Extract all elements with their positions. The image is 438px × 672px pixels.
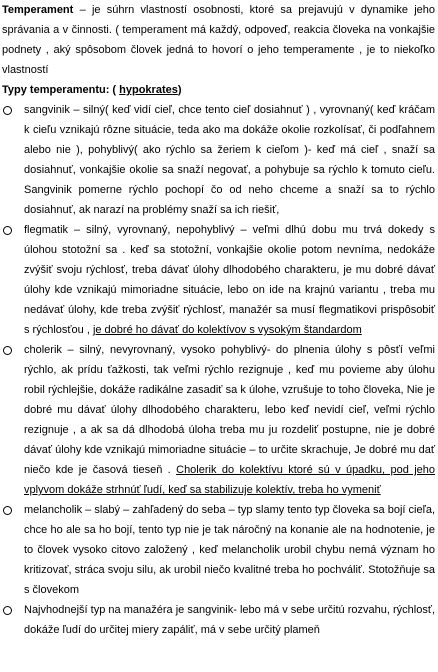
list-item-text: sangvinik – silný( keď vidí cieľ, chce tento cieľ dosiahnuť ) , vyrovnaný( keď kráčam k cieľu vznikajú rôzne situácie, teda ako ma dokáže okolie rozkolísať, či podľahnem alebo nie ), pohyblivý( ako rýchlo sa žeriem k cieľom )- keď má cieľ , snaží sa dosiahnuť, vonkajšie okolie sa snaží negovať, a pohybuje sa rýchlo k tomuto cieľu. Sangvinik pomerne rýchlo pochopí čo od neho chceme a snaží sa to rýchlo dosiahnuť, ak narazí na problémy snaží sa ich riešiť, bbox=[24, 104, 435, 216]
list-item-sangvinik bbox=[2, 100, 435, 220]
list-item-flegmatik bbox=[2, 220, 435, 340]
list-item-text: cholerik – silný, nevyrovnaný, vysoko pohyblivý- do plnenia úlohy s pôsťí veľmi rýchlo, ak prídu ťažkosti, tak veľmi rýchlo rezignuje , keď mu povieme aby úlohu robil rýchlejšie, dokáže radikálne zasadiť sa k úlohe, vzrušuje to toho človeka, Nie je dobré mu dávať úlohy dlhodobého charakteru, lebo keď nevidí cieľ, veľmi rýchlo rezignuje , a ak sa dá dlhodobá úloha treba mu ju rozdeliť postupne, nie je dobré dávať úlohy kde vznikajú mimoriadne situácie – to určite skrachuje, Je dobré mu dať niečo kde je časová tieseň . bbox=[24, 344, 435, 476]
temperament-list bbox=[2, 100, 435, 640]
circle-bullet-icon bbox=[3, 226, 12, 235]
list-item-text: Najvhodnejší typ na manažéra je sangvinik- lebo má v sebe určitú rozvahu, rýchlosť, dokáže ľudí do určitej miery zapáliť, má v sebe určitý plameň bbox=[24, 604, 435, 636]
list-item-underlined-text: Cholerik do kolektívu ktoré sú v úpadku, pod jeho vplyvom dokáže strhnúť ľudí, keď sa stabilizuje kolektív, treba ho vymeniť bbox=[24, 464, 435, 496]
types-heading-suffix: ) bbox=[177, 84, 182, 96]
circle-bullet-icon bbox=[3, 106, 12, 115]
intro-paragraph bbox=[2, 0, 435, 80]
list-item-underlined-text: je dobré ho dávať do kolektívov s vysokým štandardom bbox=[92, 324, 362, 336]
circle-bullet-icon bbox=[3, 506, 12, 515]
list-item-text: flegmatik – silný, vyrovnaný, nepohyblivý – veľmi dlhú dobu mu trvá dokedy s úlohou stotožní sa . keď sa stotožní, vonkajšie okolie potom nevníma, nedokáže zvýšiť svoju rýchlosť, treba dávať úlohy dlhodobého charakteru, je mu dobré dávať úlohy kde vznikajú mimoriadne situácie, lebo on ide na krajnú variantu , treba mu nedávať úlohy, kde treba zvýšiť rýchlosť, manažér sa musí flegmatikovi prispôsobiť s rýchlosťou , bbox=[24, 224, 435, 336]
list-item-cholerik bbox=[2, 340, 435, 500]
list-item-melancholik bbox=[2, 500, 435, 600]
intro-definition: – je súhrn vlastností osobnosti, ktoré sa prejavujú v dynamike jeho správania a v činnosti. ( temperament má každý, odpoveď, reakcia človeka na vonkajšie podnety , aký spôsobom človek jedná to hovorí o jeho temperamente , je to niekoľko vlastností bbox=[2, 4, 435, 76]
types-heading-prefix: Typy temperamentu: ( bbox=[2, 84, 120, 96]
types-heading-source: hypokrates bbox=[119, 84, 178, 96]
list-item-text: melancholik – slabý – zahľadený do seba – typ slamy tento typ človeka sa bojí cieľa, chce ho ale sa ho bojí, tento typ nie je tak náročný na konanie ale na hodnotenie, je to človek vysoko citovo založený , keď melancholik urobil chybu nemá význam ho kritizovať, stráca svoju silu, ak urobil niečo kvalitné treba ho pochváliť. Stotožňuje sa s človekom bbox=[24, 504, 435, 596]
types-heading bbox=[2, 80, 435, 100]
intro-term: Temperament bbox=[2, 4, 74, 16]
list-item-manager bbox=[2, 600, 435, 640]
circle-bullet-icon bbox=[3, 346, 12, 355]
circle-bullet-icon bbox=[3, 606, 12, 615]
